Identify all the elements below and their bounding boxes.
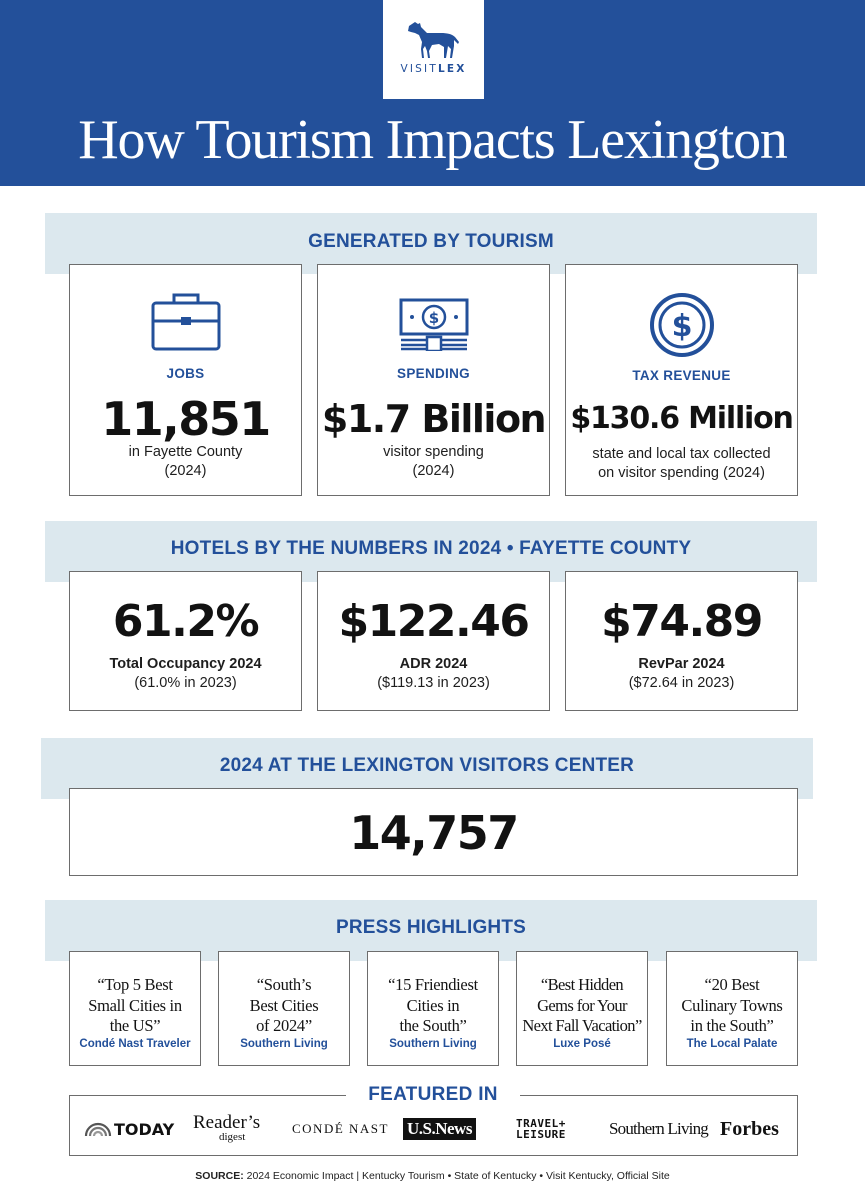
- featured-title: FEATURED IN: [346, 1084, 520, 1108]
- spending-value: $1.7 Billion: [321, 397, 546, 441]
- tax-line2: on visitor spending (2024): [598, 465, 765, 481]
- jobs-line2: (2024): [164, 463, 207, 479]
- hotels-title: HOTELS BY THE NUMBERS IN 2024 • FAYETTE COUNTY: [170, 538, 692, 559]
- press-source: Southern Living: [240, 1038, 328, 1050]
- press-item: “Best Hidden Gems for Your Next Fall Vacation” Luxe Posé: [516, 951, 648, 1066]
- adr-label: ADR 2024: [399, 656, 468, 672]
- revpar-value: $74.89: [601, 596, 762, 647]
- visitors-value: 14,757: [349, 806, 518, 860]
- press-source: Luxe Posé: [553, 1038, 611, 1050]
- jobs-value: 11,851: [101, 392, 270, 446]
- cash-icon: [318, 297, 549, 351]
- page-title: How Tourism Impacts Lexington: [78, 109, 787, 171]
- spending-label: SPENDING: [397, 366, 470, 381]
- visitors-card: [69, 788, 798, 876]
- briefcase-icon: [70, 291, 301, 353]
- press-item: “20 Best Culinary Towns in the South” The Local Palate: [666, 951, 798, 1066]
- tax-card: [565, 264, 798, 496]
- press-source: Condé Nast Traveler: [79, 1038, 191, 1050]
- usnews-logo: U.S.News: [403, 1115, 476, 1143]
- spending-line1: visitor spending: [383, 444, 484, 460]
- svg-text:$: $: [428, 309, 439, 327]
- horse-icon: [405, 20, 463, 60]
- revpar-compare: ($72.64 in 2023): [628, 675, 735, 691]
- tax-line1: state and local tax collected: [592, 446, 771, 462]
- source-footer: SOURCE: 2024 Economic Impact | Kentucky Tourism • State of Kentucky • Visit Kentucky, Official Site: [195, 1170, 670, 1182]
- press-item: “South’s Best Cities of 2024” Southern Living: [218, 951, 350, 1066]
- press-title: PRESS HIGHLIGHTS: [335, 917, 527, 938]
- forbes-logo: Forbes: [720, 1117, 779, 1140]
- tax-value: $130.6 Million: [570, 401, 793, 436]
- press-item: “Top 5 Best Small Cities in the US” Condé Nast Traveler: [69, 951, 201, 1066]
- generated-title: GENERATED BY TOURISM: [308, 231, 554, 252]
- rainbow-icon: [84, 1122, 112, 1136]
- svg-text:$: $: [671, 309, 692, 344]
- jobs-label: JOBS: [166, 366, 205, 381]
- occupancy-compare: (61.0% in 2023): [134, 675, 237, 691]
- dollar-coin-icon: [566, 292, 797, 358]
- tax-label: TAX REVENUE: [632, 368, 731, 383]
- spending-card: [317, 264, 550, 496]
- occupancy-label: Total Occupancy 2024: [109, 656, 262, 672]
- southern-living-logo: Southern Living: [609, 1119, 708, 1138]
- press-source: Southern Living: [389, 1038, 477, 1050]
- today-logo: TODAY: [84, 1115, 174, 1143]
- jobs-card: [69, 264, 302, 496]
- jobs-line1: in Fayette County: [128, 444, 243, 460]
- visitlex-logo[interactable]: [383, 0, 484, 99]
- logo-wordmark: VISITLEX: [400, 63, 467, 75]
- readers-digest-logo: Reader’s digest: [193, 1111, 261, 1143]
- spending-line2: (2024): [412, 463, 455, 479]
- revpar-label: RevPar 2024: [638, 656, 725, 672]
- press-item: “15 Friendiest Cities in the South” Southern Living: [367, 951, 499, 1066]
- adr-compare: ($119.13 in 2023): [377, 675, 490, 691]
- travel-leisure-logo: TRAVEL+ LEISURE: [516, 1117, 566, 1141]
- press-source: The Local Palate: [686, 1038, 778, 1050]
- revpar-card: [565, 571, 798, 711]
- visitors-title: 2024 AT THE LEXINGTON VISITORS CENTER: [219, 755, 635, 776]
- conde-nast-logo: CONDÉ NAST: [292, 1121, 389, 1136]
- occupancy-value: 61.2%: [112, 596, 259, 647]
- adr-value: $122.46: [338, 596, 529, 647]
- adr-card: [317, 571, 550, 711]
- occupancy-card: [69, 571, 302, 711]
